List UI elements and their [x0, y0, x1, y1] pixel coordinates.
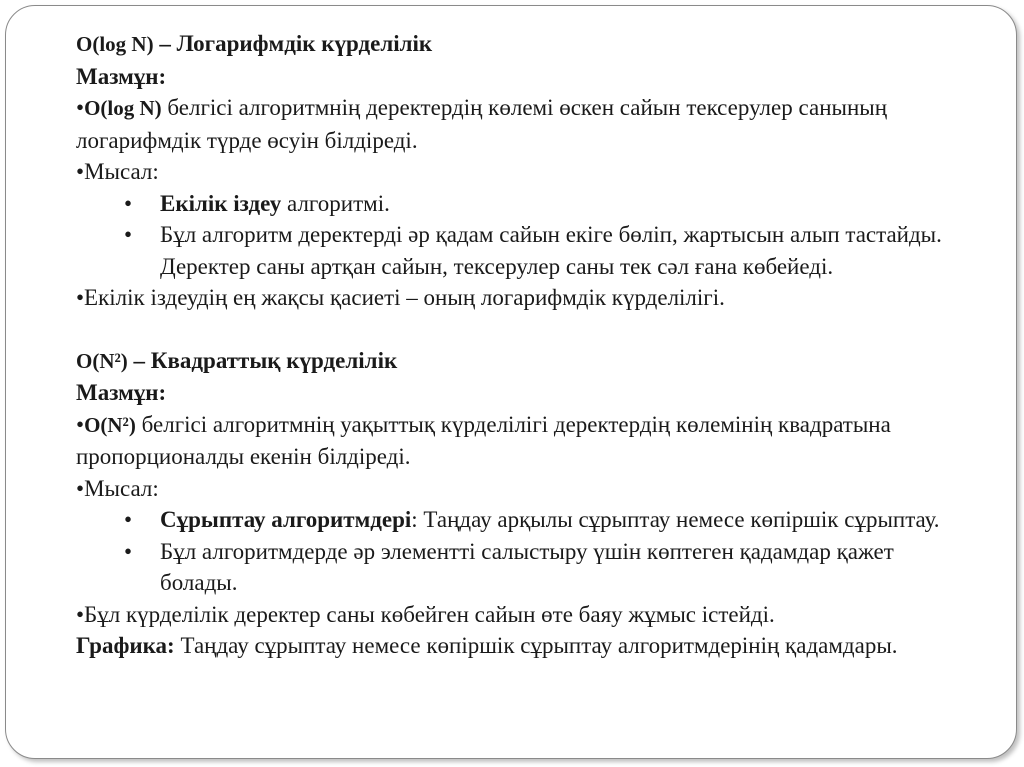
spacer — [76, 314, 996, 345]
example-label: Мысал: — [84, 475, 159, 501]
example-label: Мысал: — [84, 159, 159, 184]
sub-bullet: • — [124, 190, 133, 216]
section-log-description — [76, 92, 996, 156]
sub-item — [76, 504, 996, 536]
desc-text: белгісі алгоритмнің уақыттық күрделілігі деректердің көлемінің квадратына пропорционалды екенін білдіреді. — [76, 411, 891, 469]
desc-code: O(N²) — [84, 412, 136, 437]
example-line — [76, 156, 996, 188]
sub-item — [76, 188, 996, 220]
bullet: • — [76, 95, 85, 120]
section-log-heading — [76, 28, 996, 61]
slide-frame — [5, 5, 1017, 759]
graph-line — [76, 630, 996, 662]
sub-item-bold: Сұрыптау алгоритмдері — [160, 507, 412, 532]
heading-dash: – — [153, 31, 177, 56]
sub-item-text: : Таңдау арқылы сұрыптау немесе көпіршік сұрыптау. — [411, 507, 940, 532]
desc-code: O(log N) — [84, 96, 162, 120]
section-quad-description — [76, 409, 996, 473]
sub-item-bold: Екілік іздеу — [160, 190, 282, 216]
desc-text: белгісі алгоритмнің деректердің көлемі өскен сайын тексерулер санының логарифмдік түрде өсуін білдіреді. — [76, 95, 888, 153]
sub-item-text: Бұл алгоритм деректерді әр қадам сайын екіге бөліп, жартысын алып тастайды. Деректер саны артқан сайын, тексерулер саны тек сәл ғана көбейеді. — [160, 222, 942, 279]
sub-bullet: • — [124, 222, 133, 247]
heading-dash: – — [127, 347, 151, 373]
graph-text: Таңдау сұрыптау немесе көпіршік сұрыптау алгоритмдерінің қадамдары. — [174, 633, 898, 658]
sub-item-text: Бұл алгоритмдерде әр элементті салыстыру үшін көптеген қадамдар қажет болады. — [160, 538, 894, 595]
heading-title: Квадраттық күрделілік — [150, 347, 398, 373]
sub-bullet: • — [124, 507, 133, 532]
bullet: • — [76, 475, 85, 501]
graph-label: Графика: — [76, 633, 175, 658]
bullet: • — [76, 411, 85, 437]
sub-item — [76, 219, 996, 282]
section-quad-heading — [76, 345, 996, 378]
heading-code: O(log N) — [76, 32, 154, 56]
heading-code: O(N²) — [76, 348, 128, 373]
sub-item — [76, 536, 996, 599]
content-label: Мазмұн: — [76, 380, 167, 405]
sub-item-text: алгоритмі. — [281, 190, 390, 216]
section-quad-note: •Бұл күрделілік деректер саны көбейген сайын өте баяу жұмыс істейді. — [76, 601, 775, 627]
slide-content — [76, 28, 996, 662]
sub-bullet: • — [124, 538, 133, 564]
section-log-note: •Екілік іздеудің ең жақсы қасиеті – оның логарифмдік күрделілігі. — [76, 285, 725, 310]
bullet: • — [76, 159, 85, 184]
content-label: Мазмұн: — [76, 63, 167, 89]
example-line — [76, 473, 996, 505]
heading-title: Логарифмдік күрделілік — [176, 31, 433, 56]
